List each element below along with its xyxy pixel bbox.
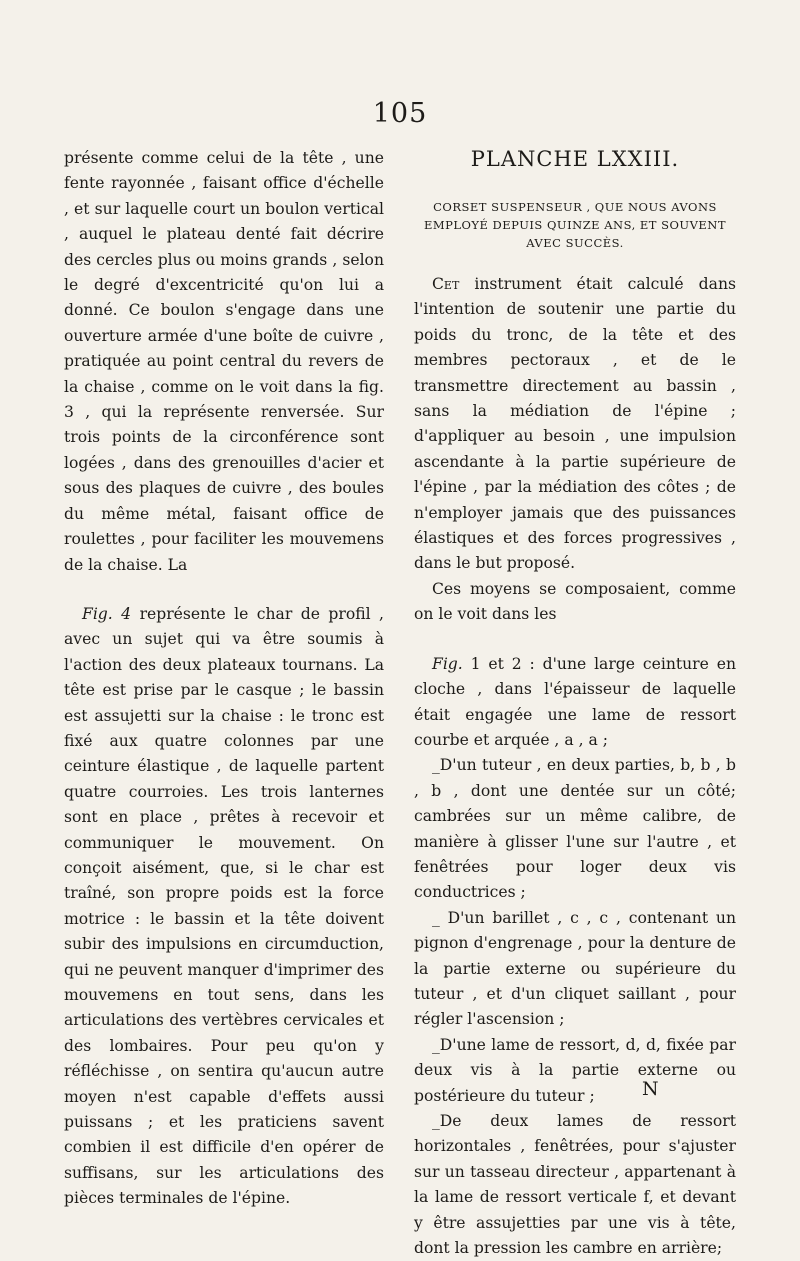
paragraph-text: instrument était calculé dans l'intention de soutenir une partie du poids du tronc, de la tête et des membres pectoraux , et de le transmettre directement au bassin , sans la médiation de l'épine ; d'appliquer au besoin , une impulsion ascendante à la partie supérieure de l'épine , par la médiation des côtes ; de n'employer jamais que des puissances élastiques et des forces progressives , dans le but proposé.	[414, 275, 736, 573]
list-item: _D'un tuteur , en deux parties, b, b , b , b , dont une dentée sur un côté; cambrées sur un même calibre, de manière à glisser l'une sur l'autre , et fenêtrées pour loger deux vis conductrices ;	[414, 756, 736, 902]
plate-subtitle: CORSET SUSPENSEUR , QUE NOUS AVONS EMPLOYÉ DEPUIS QUINZE ANS, ET SOUVENT AVEC SUCCÈS.	[423, 200, 727, 250]
plate-title: PLANCHE LXXIII.	[470, 147, 680, 171]
signature-mark: N	[642, 1078, 659, 1100]
list-item: _ D'un barillet , c , c , contenant un pignon d'engrenage , pour la denture de la partie externe ou supérieure du tuteur , et d'un cliquet saillant , pour régler l'ascension ;	[414, 908, 736, 1029]
paragraph-intro	[414, 272, 736, 577]
intro-first-word: Cet	[432, 275, 460, 293]
paragraph-text: représente le char de profil , avec un sujet qui va être soumis à l'action des deux plateaux tournans. La tête est prise par le casque ; le bassin est assujetti sur la chaise : le tronc est fixé aux quatre colonnes par une ceinture élastique , de laquelle partent quatre courroies. Les trois lanternes sont en place , prêtes à recevoir et communiquer le mouvement. On conçoit aisément, que, si le char est traîné, son propre poids est la force motrice : le bassin et la tête doivent subir des impulsions en circumduction, qui ne peuvent manquer d'imprimer des mouvemens en tout sens, dans les articulations des vertèbres cervicales et des lombaires. Pour peu qu'on y réfléchisse , on sentira qu'aucun autre moyen n'est capable d'effets aussi puissans ; et les praticiens savent combien il est difficile d'en opérer de suffisans, sur les articulations des pièces terminales de l'épine.	[64, 604, 384, 1208]
paragraph-text: 1 et 2 : d'une large ceinture en cloche , dans l'épaisseur de laquelle était engagée une lame de ressort courbe et arquée , a , a ;	[414, 654, 736, 749]
list-item: _De deux lames de ressort horizontales , fenêtrées, pour s'ajuster sur un tasseau directeur , appartenant à la lame de ressort verticale f, et devant y être assujetties par une vis à tête, dont la pression les cambre en arrière;	[414, 1112, 736, 1258]
paragraph-continuation: présente comme celui de la tête , une fente rayonnée , faisant office d'échelle , et sur laquelle court un boulon vertical , auquel le plateau denté fait décrire des cercles plus ou moins grands , selon le degré d'excentricité qu'on lui a donné. Ce boulon s'engage dans une ouverture armée d'une boîte de cuivre , pratiquée au point central du revers de la chaise , comme on le voit dans la fig. 3 , qui la représente renversée. Sur trois points de la circonférence sont logées , dans des grenouilles d'acier et sous des plaques de cuivre , des boules du même métal, faisant office de roulettes , pour faciliter les mouvemens de la chaise. La	[64, 149, 384, 574]
right-column	[414, 146, 736, 1261]
left-column	[64, 146, 384, 1212]
paragraph-fig-1-2	[414, 652, 736, 754]
paragraph-fig-4	[64, 602, 384, 1212]
figure-reference: Fig. 4	[82, 604, 132, 623]
paragraph-means: Ces moyens se composaient, comme on le voit dans les	[414, 579, 736, 624]
page-number: 105	[372, 98, 428, 129]
figure-reference: Fig.	[432, 654, 463, 673]
list-item: _D'une lame de ressort, d, d, fixée par deux vis à la partie externe ou postérieure du tuteur ;	[414, 1035, 736, 1105]
